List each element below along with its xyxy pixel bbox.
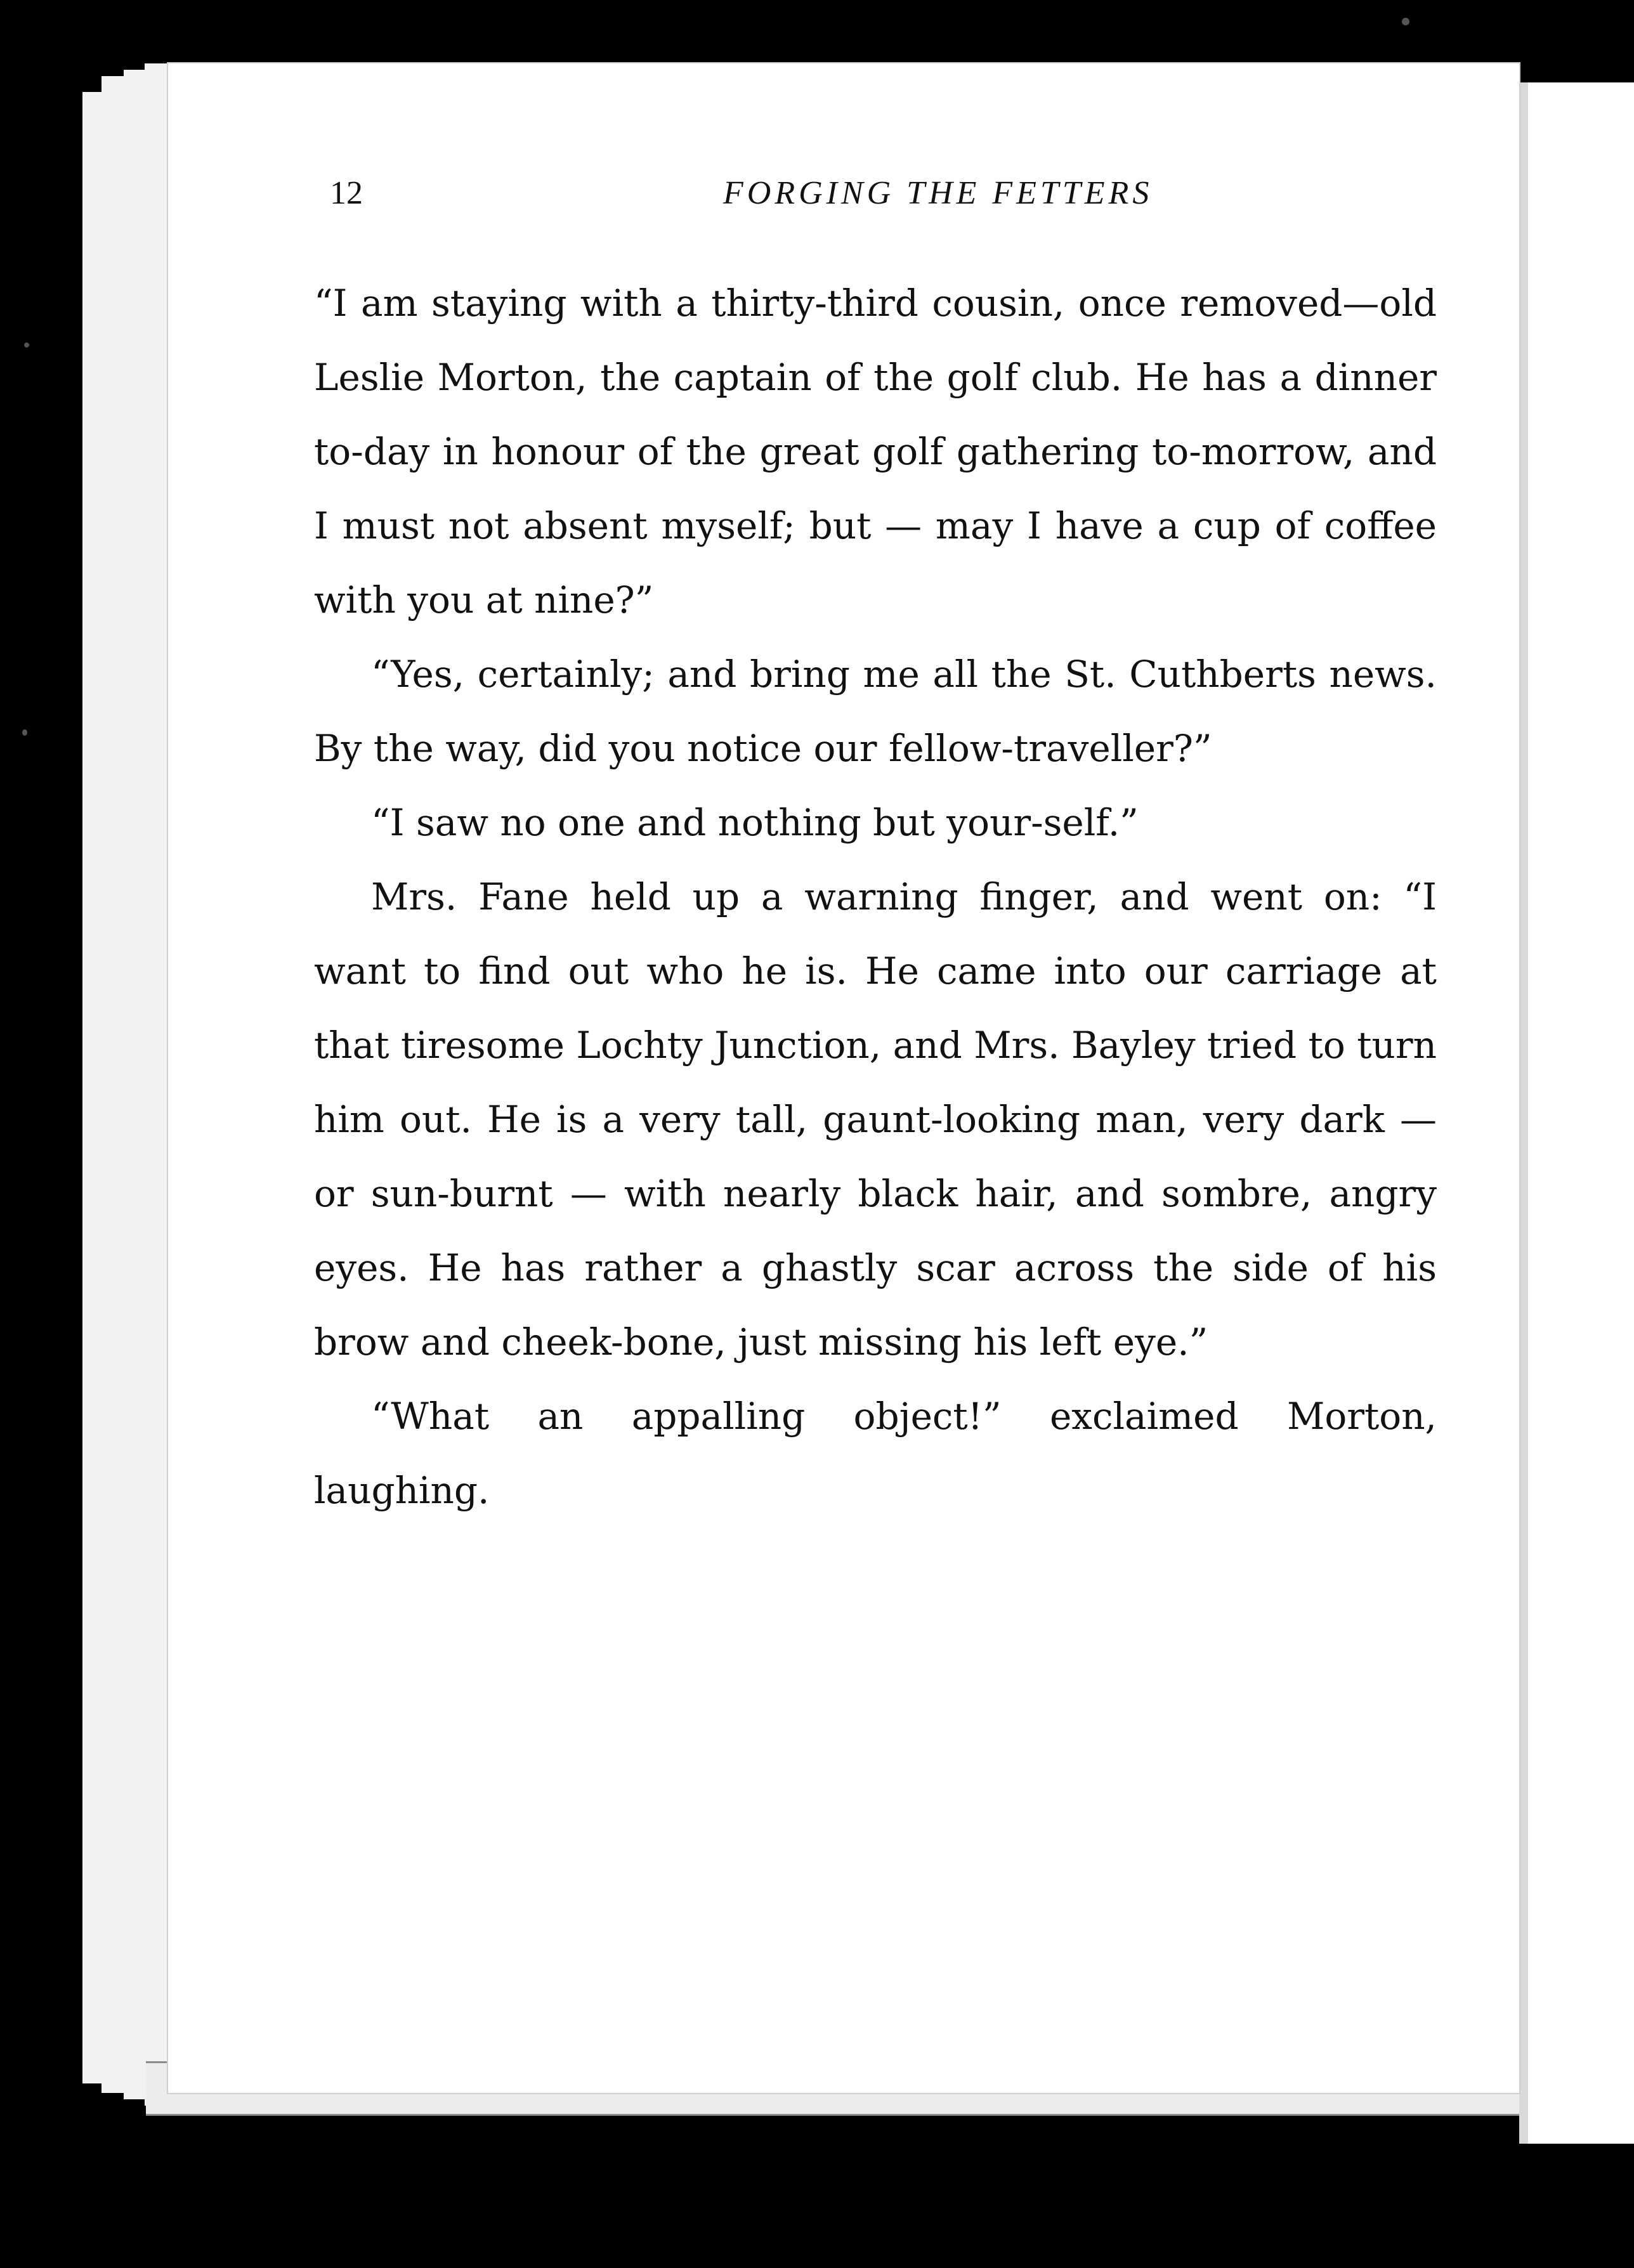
dust-speck (24, 342, 29, 348)
facing-page (1519, 82, 1634, 2144)
dust-speck (1402, 18, 1409, 25)
book-page (168, 63, 1519, 2093)
body-text (314, 266, 1437, 1528)
paragraph: “I am staying with a thirty-third cousin, once removed—old Leslie Morton, the captain of the golf club. He has a dinner to-day in honour of the great golf gathering to-morrow, and I must not absent myself; but — may I have a cup of coffee with you at nine?” (314, 282, 1437, 622)
paragraph: “I saw no one and nothing but your-self.” (371, 801, 1139, 844)
dust-speck (22, 729, 27, 736)
paragraph: “What an appalling object!” exclaimed Morton, laughing. (314, 1395, 1437, 1512)
running-title: FORGING THE FETTERS (723, 175, 1153, 211)
paragraph: Mrs. Fane held up a warning finger, and went on: “I want to find out who he is. He came into our carriage at that tiresome Lochty Junction, and Mrs. Bayley tried to turn him out. He is a very tall, gaunt-looking man, very dark —or sun-burnt — with nearly black hair, and sombre, angry eyes. He has rather a ghastly scar across the side of his brow and cheek-bone, just missing his left eye.” (314, 875, 1437, 1364)
page-header (330, 174, 1281, 225)
paragraph: “Yes, certainly; and bring me all the St. Cuthberts news. By the way, did you notice our fellow-traveller?” (314, 653, 1437, 770)
page-number: 12 (330, 175, 363, 211)
